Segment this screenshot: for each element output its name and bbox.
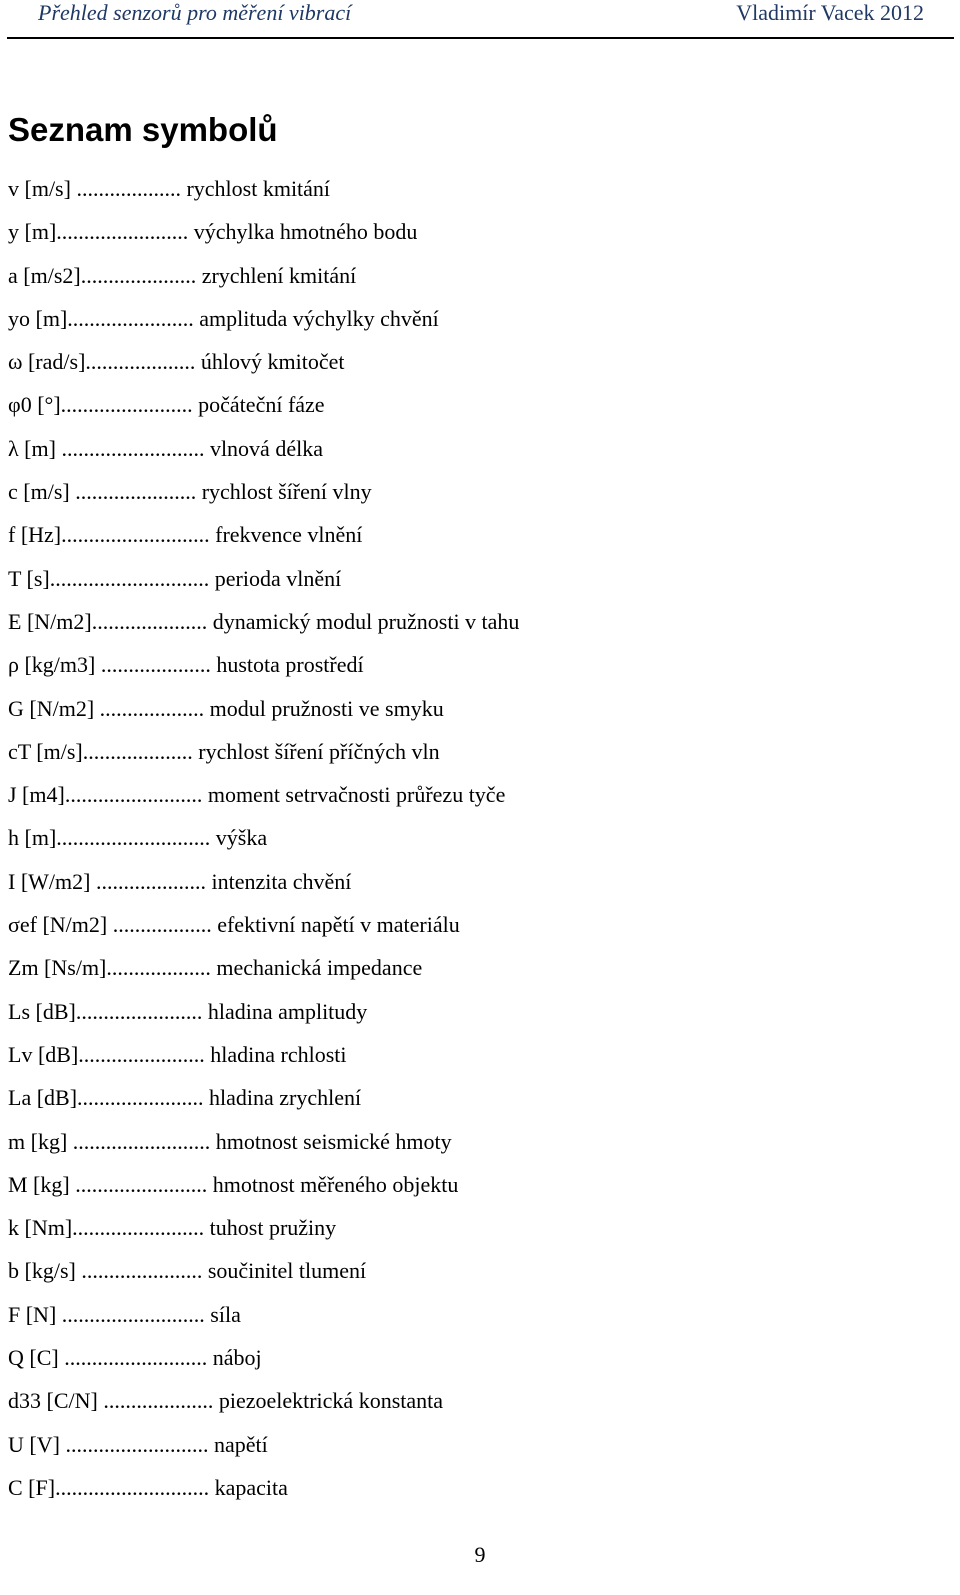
header-rule [7, 37, 954, 39]
symbol-list [8, 170, 908, 1512]
symbol-description: součinitel tlumení [202, 1258, 367, 1284]
symbol-row [8, 1296, 908, 1339]
symbol-notation: y [m] [8, 219, 57, 245]
dot-leader: ....................... [78, 1041, 205, 1067]
dot-leader: ................... [70, 176, 181, 201]
symbol-row [8, 1036, 908, 1079]
symbol-description: úhlový kmitočet [195, 349, 345, 375]
symbol-notation: cT [m/s] [8, 738, 83, 764]
symbol-description: počáteční fáze [192, 392, 325, 418]
dot-leader: .................... [82, 738, 193, 764]
symbol-notation: ω [rad/s] [8, 349, 86, 375]
symbol-description: efektivní napětí v materiálu [211, 912, 460, 938]
symbol-description: amplituda výchylky chvění [193, 305, 439, 331]
symbol-row [8, 213, 908, 256]
symbol-notation: G [N/m2] [8, 695, 95, 721]
symbol-row [8, 733, 908, 776]
dot-leader: .................... [97, 1388, 214, 1414]
symbol-row [8, 906, 908, 949]
symbol-description: frekvence vlnění [209, 522, 363, 548]
symbol-notation: Lv [dB] [8, 1041, 79, 1067]
symbol-notation: φ0 [°] [8, 392, 61, 418]
symbol-notation: a [m/s2] [8, 262, 81, 288]
symbol-notation: F [N] [8, 1301, 57, 1327]
symbol-description: síla [204, 1301, 241, 1327]
symbol-row [8, 560, 908, 603]
symbol-description: hmotnost měřeného objektu [207, 1171, 459, 1197]
symbol-row [8, 516, 908, 559]
symbol-notation: M [kg] [8, 1171, 70, 1197]
symbol-row [8, 1252, 908, 1295]
symbol-notation: Ls [dB] [8, 998, 76, 1024]
symbol-notation: ρ [kg/m3] [8, 652, 96, 678]
symbol-row [8, 603, 908, 646]
dot-leader: ........................ [69, 1171, 208, 1197]
symbol-row [8, 776, 908, 819]
symbol-notation: σef [N/m2] [8, 912, 108, 938]
symbol-row [8, 690, 908, 733]
symbol-description: piezoelektrická konstanta [213, 1388, 444, 1414]
symbol-description: dynamický modul pružnosti v tahu [207, 608, 520, 634]
symbol-row [8, 386, 908, 429]
symbol-notation: m [kg] [8, 1128, 68, 1154]
symbol-description: hladina zrychlení [203, 1085, 362, 1111]
symbol-description: rychlost šíření příčných vln [192, 738, 440, 764]
symbol-row [8, 646, 908, 689]
dot-leader: ............................ [56, 825, 211, 851]
symbol-description: moment setrvačnosti průřezu tyče [202, 782, 506, 808]
symbol-notation: k [Nm] [8, 1215, 73, 1241]
dot-leader: ...................... [69, 479, 197, 505]
symbol-notation: λ [m] [8, 435, 56, 461]
dot-leader: ............................. [49, 565, 210, 591]
dot-leader: ....................... [75, 998, 203, 1024]
symbol-notation: E [N/m2] [8, 608, 92, 634]
symbol-row [8, 170, 908, 213]
symbol-row [8, 473, 908, 516]
dot-leader: ......................... [67, 1128, 211, 1154]
symbol-description: hustota prostředí [210, 652, 364, 678]
header-author-year: Vladimír Vacek 2012 [736, 0, 924, 25]
symbol-row [8, 1382, 908, 1425]
symbol-description: napětí [208, 1431, 268, 1457]
symbol-description: hmotnost seismické hmoty [210, 1128, 452, 1154]
symbol-notation: Q [C] [8, 1345, 59, 1371]
dot-leader: .......................... [58, 1345, 208, 1371]
symbol-notation: yo [m] [8, 305, 68, 331]
symbol-description: výška [210, 825, 268, 851]
symbol-description: rychlost šíření vlny [196, 479, 372, 505]
dot-leader: .................... [95, 652, 211, 678]
symbol-description: mechanická impedance [210, 955, 423, 981]
symbol-row [8, 1339, 908, 1382]
symbol-notation: I [W/m2] [8, 868, 91, 894]
dot-leader: .................... [90, 868, 206, 894]
symbol-notation: b [kg/s] [8, 1258, 76, 1284]
dot-leader: .................... [85, 349, 196, 375]
symbol-row [8, 993, 908, 1036]
symbol-row [8, 430, 908, 473]
running-header [0, 0, 960, 40]
dot-leader: ........................ [56, 219, 189, 245]
symbol-description: hladina amplitudy [202, 998, 368, 1024]
symbol-row [8, 1209, 908, 1252]
symbol-row [8, 1426, 908, 1469]
symbol-row [8, 863, 908, 906]
dot-leader: ................... [94, 695, 205, 721]
symbol-description: náboj [207, 1345, 262, 1371]
symbol-description: hladina rchlosti [204, 1041, 347, 1067]
symbol-row [8, 949, 908, 992]
symbol-notation: Zm [Ns/m] [8, 955, 107, 981]
symbol-notation: d33 [C/N] [8, 1388, 98, 1414]
dot-leader: .......................... [55, 435, 205, 461]
dot-leader: ........................ [60, 392, 193, 418]
dot-leader: .................. [107, 912, 212, 938]
symbol-description: modul pružnosti ve smyku [204, 695, 444, 721]
dot-leader: ............................ [55, 1474, 210, 1500]
symbol-notation: La [dB] [8, 1085, 78, 1111]
dot-leader: ..................... [91, 608, 208, 634]
symbol-notation: v [m/s] [8, 176, 71, 201]
dot-leader: ................... [106, 955, 211, 981]
dot-leader: .......................... [56, 1301, 205, 1327]
symbol-description: perioda vlnění [209, 565, 342, 591]
symbol-notation: J [m4] [8, 782, 65, 808]
dot-leader: ..................... [80, 262, 197, 288]
section-title: Seznam symbolů [8, 111, 278, 148]
dot-leader: ........................... [61, 522, 210, 548]
symbol-row [8, 1079, 908, 1122]
page-number: 9 [474, 1542, 486, 1567]
symbol-row [8, 1123, 908, 1166]
symbol-description: výchylka hmotného bodu [188, 219, 418, 245]
symbol-notation: U [V] [8, 1431, 60, 1457]
symbol-description: rychlost kmitání [180, 176, 331, 201]
dot-leader: .......................... [59, 1431, 209, 1457]
symbol-row [8, 300, 908, 343]
dot-leader: ....................... [67, 305, 194, 331]
symbol-notation: T [s] [8, 565, 50, 591]
header-title: Přehled senzorů pro měření vibrací [38, 0, 352, 25]
symbol-notation: f [Hz] [8, 522, 62, 548]
symbol-description: kapacita [209, 1474, 288, 1500]
symbol-notation: c [m/s] [8, 479, 70, 505]
symbol-row [8, 343, 908, 386]
dot-leader: ........................ [72, 1215, 205, 1241]
symbol-row [8, 1166, 908, 1209]
symbol-row [8, 819, 908, 862]
symbol-notation: h [m] [8, 825, 57, 851]
dot-leader: ...................... [75, 1258, 203, 1284]
dot-leader: ....................... [77, 1085, 204, 1111]
symbol-description: tuhost pružiny [204, 1215, 337, 1241]
symbol-description: intenzita chvění [205, 868, 352, 894]
symbol-notation: C [F] [8, 1474, 56, 1500]
symbol-description: zrychlení kmitání [196, 262, 357, 288]
symbol-row [8, 1469, 908, 1512]
symbol-row [8, 257, 908, 300]
dot-leader: ......................... [64, 782, 203, 808]
symbol-description: vlnová délka [204, 435, 323, 461]
